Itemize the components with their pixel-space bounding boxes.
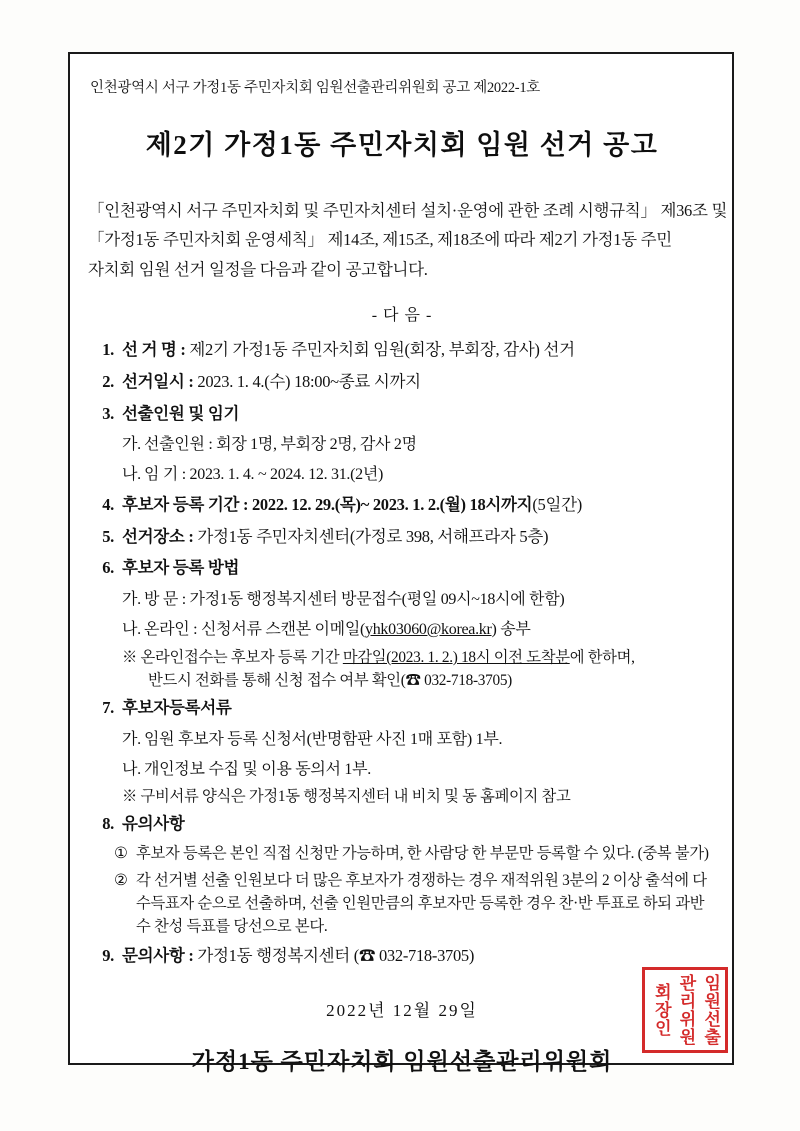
item-lead: 선출인원 및 임기 (122, 403, 240, 423)
item-body (114, 369, 716, 396)
circled-item-mark: ① (114, 845, 128, 863)
items-list (88, 337, 716, 969)
sub-item-mark: 가. (122, 591, 141, 609)
sub-item-text: 온라인 : 신청서류 스캔본 이메일(yhk03060@korea.kr) 송부 (144, 621, 531, 639)
list-item (88, 555, 716, 582)
list-item (88, 492, 716, 519)
item-number: 2. (102, 371, 114, 391)
item-number: 8. (102, 814, 114, 834)
item-number: 3. (102, 403, 114, 423)
item-text: 가정1동 행정복지센터 (☎ 032-718-3705) (193, 945, 475, 965)
list-item (88, 811, 716, 838)
list-item (88, 369, 716, 396)
seal-column-1: 임원선출 (700, 974, 721, 1046)
sub-item-online (122, 617, 716, 643)
sub-item (122, 432, 716, 458)
note-documents (122, 786, 716, 809)
note-text-line2: 반드시 전화를 통해 신청 접수 여부 확인(☎ 032-718-3705) (148, 671, 512, 689)
sub-item-mark: 나. (122, 621, 141, 639)
issuer-signature: 가정1동 주민자치회 임원선출관리위원회 (191, 1048, 613, 1074)
issue-date: 2022년 12월 29일 (326, 1000, 478, 1020)
seal-column-3: 회장인 (650, 983, 671, 1037)
sub-item-mark: 가. (122, 730, 141, 748)
item-text: 제2기 가정1동 주민자치회 임원(회장, 부회장, 감사) 선거 (185, 340, 575, 360)
circled-item-text: 후보자 등록은 본인 직접 신청만 가능하며, 한 사람당 한 부문만 등록할 수 있다. (중복 불가) (136, 845, 709, 863)
sub-item-mark: 가. (122, 436, 141, 454)
circled-item (114, 870, 716, 939)
sub-item-text: 개인정보 수집 및 이용 동의서 1부. (144, 760, 371, 778)
item-number: 4. (102, 495, 114, 515)
document-content (88, 76, 728, 1076)
document-number: 인천광역시 서구 가정1동 주민자치회 임원선출관리위원회 공고 제2022-1호 (90, 80, 540, 96)
circled-item (114, 843, 716, 866)
item-lead: 선거장소 : (122, 526, 194, 546)
item-lead: 후보자 등록 기간 : 2022. 12. 29.(목)~ 2023. 1. 2.(월) 18시까지 (122, 495, 533, 515)
item-number: 6. (102, 558, 114, 578)
seal-column-2: 관리위원 (675, 974, 696, 1046)
item-number: 1. (102, 340, 114, 360)
sub-item-mark: 나. (122, 466, 141, 484)
note-online (122, 647, 716, 693)
list-item (88, 943, 716, 970)
item-body (114, 401, 716, 428)
item-number: 5. (102, 526, 114, 546)
preamble-line-3: 자치회 임원 선거 일정을 다음과 같이 공고합니다. (88, 259, 428, 279)
sub-item (122, 462, 716, 488)
sub-item-text: 선출인원 : 회장 1명, 부회장 2명, 감사 2명 (144, 436, 417, 454)
page-title: 제2기 가정1동 주민자치회 임원 선거 공고 (145, 130, 659, 160)
item-lead: 유의사항 (122, 814, 185, 834)
note-mark: ※ (122, 649, 137, 667)
circled-item-text: 각 선거별 선출 인원보다 더 많은 후보자가 경쟁하는 경우 재적위원 3분의 2 이상 출석에 다수득표자 순으로 선출하며, 선출 인원만큼의 후보자만 등록한 경우 찬·반 투표로 하되 과반수 찬성 득표를 당선으로 본다. (136, 872, 707, 935)
list-item (88, 337, 716, 364)
preamble (88, 196, 728, 284)
note-mark: ※ (122, 788, 137, 806)
item-text: (5일간) (532, 495, 582, 515)
item-body (114, 524, 716, 551)
sub-item-text: 방 문 : 가정1동 행정복지센터 방문접수(평일 09시~18시에 한함) (144, 591, 565, 609)
preamble-line-1: 「인천광역시 서구 주민자치회 및 주민자치센터 설치·운영에 관한 조례 시행규칙」 제36조 및 (88, 201, 728, 220)
item-body (114, 943, 716, 970)
sub-item-text: 임원 후보자 등록 신청서(반명함판 사진 1매 포함) 1부. (144, 730, 503, 748)
note-text-pre: 온라인접수는 후보자 등록 기간 (140, 649, 343, 667)
sub-item-text: 임 기 : 2023. 1. 4. ~ 2024. 12. 31.(2년) (144, 466, 384, 484)
item-number: 9. (102, 945, 114, 965)
item-text: 가정1동 주민자치센터(가정로 398, 서해프라자 5층) (193, 526, 549, 546)
item-number: 7. (102, 697, 114, 717)
sub-item (122, 727, 716, 753)
email-link[interactable]: yhk03060@korea.kr (365, 621, 492, 639)
item-body (114, 555, 716, 582)
item-lead: 선거일시 : (122, 371, 194, 391)
note-text-post: 에 한하며, (569, 649, 635, 667)
sub-item (122, 757, 716, 783)
sub-item-mark: 나. (122, 760, 141, 778)
item-body (114, 337, 716, 364)
item-body (114, 492, 716, 519)
circled-item-mark: ② (114, 872, 128, 890)
item-body (114, 811, 716, 838)
item-lead: 후보자 등록 방법 (122, 558, 240, 578)
note-text-pre: 구비서류 양식은 가정1동 행정복지센터 내 비치 및 동 홈페이지 참고 (140, 788, 571, 806)
section-heading-dam: - 다 음 - (371, 307, 433, 325)
item-lead: 후보자등록서류 (122, 697, 232, 717)
item-lead: 문의사항 : (122, 945, 194, 965)
list-item (88, 695, 716, 722)
list-item (88, 401, 716, 428)
note-text-underline: 마감일(2023. 1. 2.) 18시 이전 도착분 (342, 649, 570, 667)
item-lead: 선 거 명 : (122, 340, 186, 360)
preamble-line-2: 「가정1동 주민자치회 운영세칙」 제14조, 제15조, 제18조에 따라 제2기 가정1동 주민 (88, 230, 672, 250)
item-text: 2023. 1. 4.(수) 18:00~종료 시까지 (193, 371, 421, 391)
official-seal-stamp (642, 967, 728, 1053)
item-body (114, 695, 716, 722)
sub-item (122, 587, 716, 613)
list-item (88, 524, 716, 551)
